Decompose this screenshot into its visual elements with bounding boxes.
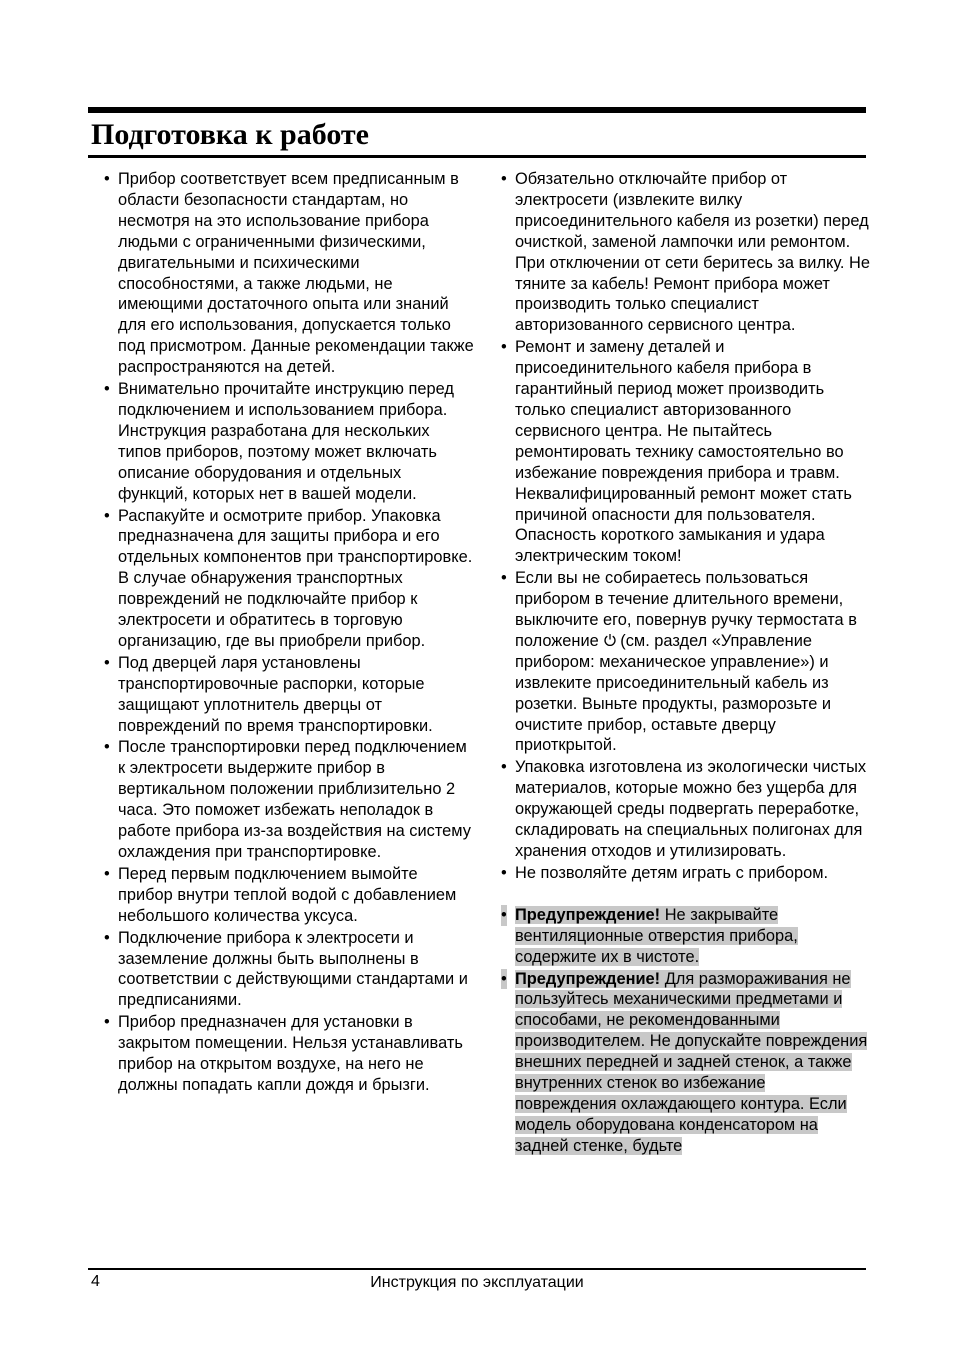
bullet-icon: • [104, 653, 110, 672]
list-item-text: Прибор предназначен для установки в закрытом помещении. Нельзя устанавливать прибор на открытом воздухе, на него не должны попадать капли дождя и брызги. [118, 1013, 463, 1094]
list-item-text: Упаковка изготовлена из экологически чистых материалов, которые можно без ущерба для окружающей среды подвергать переработке, складировать на специальных полигонах для хранения отходов и утилизировать. [515, 758, 867, 860]
left-column [104, 169, 474, 1097]
list-item [501, 863, 871, 884]
warning-text: Не закрывайте вентиляционные отверстия прибора, содержите их в чистоте. [515, 905, 798, 966]
list-item [104, 506, 474, 652]
warning-item [501, 905, 871, 968]
list-item-text: Прибор соответствует всем предписанным в области безопасности стандартам, но несмотря на это использование прибора людьми с ограниченными физическими, двигательными и психическими способностями, а также людьми, не имеющими достаточного опыта или знаний для его использования, допускается только под присмотром. Данные рекомендации также распространяются на детей. [118, 170, 474, 377]
right-column [501, 169, 871, 1158]
bullet-icon: • [104, 864, 110, 883]
warning-text: Для размораживания не пользуйтесь механическими предметами и способами, не рекомендованными производителем. Не допускайте повреждения внешних передней и задней стенок, а также внутренних стенок во избежание повреждения охлаждающего контура. Если модель оборудована конденсатором на задней стенке, будьте [515, 969, 868, 1155]
bullet-icon: • [104, 928, 110, 947]
bullet-icon: • [501, 863, 507, 882]
footer-rule [88, 1268, 866, 1270]
warning-label: Предупреждение! [515, 905, 661, 924]
list-item-text: Внимательно прочитайте инструкцию перед подключением и использованием прибора. Инструкция разработана для нескольких типов приборов, поэтому может включать описание оборудования и отдельных функций, которых нет в вашей модели. [118, 380, 454, 503]
list-item-text: Распакуйте и осмотрите прибор. Упаковка предназначена для защиты прибора и его отдельных компонентов при транспортировке. В случае обнаружения транспортных повреждений не подключайте прибор к электросети и обратитесь в торговую организацию, где вы приобрели прибор. [118, 506, 473, 650]
page-number: 4 [91, 1273, 100, 1290]
list-item-text: Не позволяйте детям играть с прибором. [515, 863, 829, 882]
list-item-text: Под дверцей ларя установлены транспортировочные распорки, которые защищают уплотнитель дверцы от повреждений по время транспортировки. [118, 653, 433, 735]
list-item-text: Ремонт и замену деталей и присоединительного кабеля прибора в гарантийный период может производить только специалист авторизованного сервисного центра. Не пытайтесь ремонтировать технику самостоятельно во избежание повреждения прибора и травм. Неквалифицированный ремонт может стать причиной опасности для пользователя. Опасность короткого замыкания и удара электрическим током! [515, 338, 852, 566]
bullet-icon: • [501, 569, 507, 588]
list-item-text-after-icon: (см. раздел «Управление прибором: механическое управление») и извлеките присоединительный кабель из розетки. Выньте продукты, разморозьте и очистите прибор, оставьте дверцу приоткрытой. [515, 631, 832, 755]
bullet-icon: • [104, 1013, 110, 1032]
bullet-icon: • [104, 738, 110, 757]
list-item [104, 1012, 474, 1096]
list-item-text: Обязательно отключайте прибор от электросети (извлеките вилку присоединительного кабеля из розетки) перед очисткой, заменой лампочки или ремонтом. При отключении от сети беритесь за вилку. Не тяните за кабель! Ремонт прибора может производить только специалист авторизованного сервисного центра. [515, 170, 870, 335]
list-item-text: Подключение прибора к электросети и заземление должны быть выполнены в соответствии с действующими стандартами и предписаниями. [118, 928, 468, 1010]
list-item [104, 864, 474, 927]
bullet-icon: • [104, 170, 110, 188]
list-item [104, 169, 474, 378]
bullet-icon: • [104, 506, 110, 525]
list-item [501, 169, 871, 336]
warning-item [501, 969, 871, 1157]
bullet-icon: • [501, 969, 507, 988]
title-rule [88, 155, 866, 158]
list-item [104, 928, 474, 1012]
list-item-text: Перед первым подключением вымойте прибор внутри теплой водой с добавлением небольшого количества уксуса. [118, 864, 457, 925]
footer-title: Инструкция по эксплуатации [370, 1274, 584, 1291]
bullet-icon: • [501, 758, 507, 777]
list-item [104, 379, 474, 504]
list-item [104, 653, 474, 737]
spacer [501, 885, 871, 905]
page-title: Подготовка к работе [91, 118, 369, 151]
warning-label: Предупреждение! [515, 969, 661, 988]
list-item-text-before-icon: Если вы не собираетесь пользоваться прибором в течение длительного времени, выключите его, повернув ручку термостата в положение [515, 569, 857, 650]
list-item [501, 337, 871, 567]
list-item [501, 568, 871, 756]
list-item-text: После транспортировки перед подключением к электросети выдержите прибор в вертикальном положении приблизительно 2 часа. Это поможет избежать неполадок в работе прибора из-за воздействия на систему охлаждения при транспортировке. [118, 738, 471, 861]
top-rule [88, 107, 866, 113]
bullet-icon: • [501, 170, 507, 188]
list-item [501, 757, 871, 862]
bullet-icon: • [104, 380, 110, 399]
power-icon [603, 633, 617, 647]
bullet-icon: • [501, 338, 507, 357]
bullet-icon: • [501, 905, 507, 924]
list-item [104, 737, 474, 862]
